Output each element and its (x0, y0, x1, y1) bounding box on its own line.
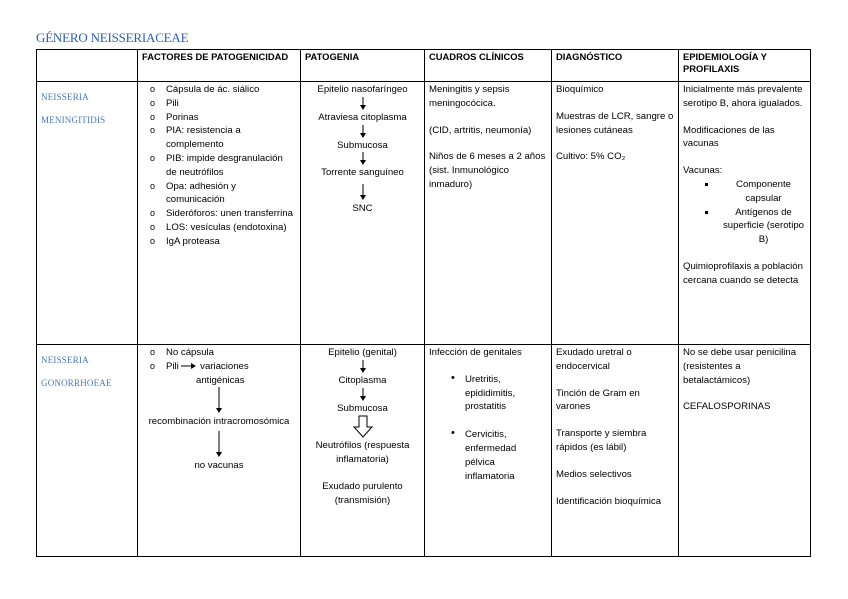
list-item: o PIA: resistencia a complemento (156, 124, 296, 152)
flow-step: Neutrófilos (respuesta inflamatoria) (315, 440, 410, 466)
list-item: o Cápsula de ác. siálico (156, 83, 296, 97)
flow-step: Citoplasma (338, 374, 387, 386)
arrow-down-icon (359, 184, 367, 202)
row-gonorrhoeae (37, 345, 811, 557)
header-epidemiologia: EPIDEMIOLOGÍA Y PROFILAXIS (679, 50, 811, 82)
header-empty (37, 50, 138, 82)
list-item: o PIB: impide desgranulación de neutrófilos (156, 152, 296, 180)
flow-step: Exudado purulento (transmisión) (322, 480, 403, 506)
list-item: o Sideróforos: unen transferrina (156, 207, 296, 221)
cell-cuadros-meningitidis: Meningitis y sepsis meningocócica. (CID, artritis, neumonía) Niños de 6 meses a 2 años (sist. Inmunológico inmaduro) (425, 82, 552, 345)
flow-step: no vacunas (194, 460, 244, 472)
row-meningitidis (37, 82, 811, 345)
list-item: • Cervicitis, enfermedad pélvica inflamatoria (451, 428, 547, 483)
cell-diagnostico-gonorrhoeae: Exudado uretral o endocervical Tinción de Gram en varones Transporte y siembra rápidos (es lábil) Medios selectivos Identificación bioquímica (552, 345, 679, 557)
neisseriaceae-table (36, 49, 811, 557)
list-item: Componente capsular (705, 178, 806, 206)
header-row (37, 50, 811, 82)
cell-patogenia-gonorrhoeae (301, 345, 425, 557)
header-diagnostico: DIAGNÓSTICO (552, 50, 679, 82)
flow-step: SNC (352, 203, 373, 215)
arrow-down-icon (359, 125, 367, 139)
flow-step: Epitelio nasofaríngeo (317, 84, 408, 95)
list-item: o No cápsula (156, 346, 296, 360)
cell-epidemiologia-meningitidis: Inicialmente más prevalente serotipo B, ahora igualados. Modificaciones de las vacunas Vacunas: Componente capsular Antígenos de superficie (serotipo B) Quimioprofilaxis a población cercana cuando se detecta (679, 82, 811, 345)
arrow-right-icon (181, 362, 197, 370)
list-item: o Porinas (156, 111, 296, 125)
header-cuadros: CUADROS CLÍNICOS (425, 50, 552, 82)
cell-epidemiologia-gonorrhoeae: No se debe usar penicilina (resistentes a betalactámicos) CEFALOSPORINAS (679, 345, 811, 557)
list-item: • Uretritis, epididimitis, prostatitis (451, 373, 547, 414)
cell-diagnostico-meningitidis: Bioquímico Muestras de LCR, sangre o lesiones cutáneas Cultivo: 5% CO₂ (552, 82, 679, 345)
header-patogenia: PATOGENIA (301, 50, 425, 82)
list-item: o Opa: adhesión y comunicación (156, 180, 296, 208)
cell-patogenia-meningitidis (301, 82, 425, 345)
arrow-down-icon (359, 97, 367, 111)
flow-step: Submucosa (337, 402, 388, 414)
page-title: GÉNERO NEISSERIACEAE (36, 30, 189, 45)
cell-cuadros-gonorrhoeae: Infección de genitales • Uretritis, epididimitis, prostatitis • Cervicitis, enfermedad pélvica inflamatoria (425, 345, 552, 557)
arrow-down-icon (359, 152, 367, 166)
arrow-down-icon (359, 388, 367, 402)
header-factores: FACTORES DE PATOGENICIDAD (138, 50, 301, 82)
row-label-meningitidis: NEISSERIA MENINGITIDIS (37, 82, 138, 345)
row-label-gonorrhoeae: NEISSERIA GONORRHOEAE (37, 345, 138, 557)
hollow-arrow-down-icon (353, 415, 373, 439)
arrow-down-icon (359, 360, 367, 374)
cell-factores-gonorrhoeae (138, 345, 301, 557)
list-item: o Pili variaciones antigénicas (156, 360, 296, 388)
list-item: o LOS: vesículas (endotoxina) (156, 221, 296, 235)
flow-step: recombinación intracromosómica (148, 416, 290, 428)
arrow-down-icon (215, 431, 223, 459)
arrow-down-icon (215, 387, 223, 415)
flow-step: Torrente sanguíneo (321, 167, 404, 179)
list-item: Antígenos de superficie (serotipo B) (705, 206, 806, 247)
cell-factores-meningitidis (138, 82, 301, 345)
flow-step: Atraviesa citoplasma (318, 111, 407, 123)
list-item: o Pili (156, 97, 296, 111)
flow-step: Epitelio (genital) (328, 347, 397, 358)
list-item: o IgA proteasa (156, 235, 296, 249)
flow-step: Submucosa (337, 139, 388, 151)
